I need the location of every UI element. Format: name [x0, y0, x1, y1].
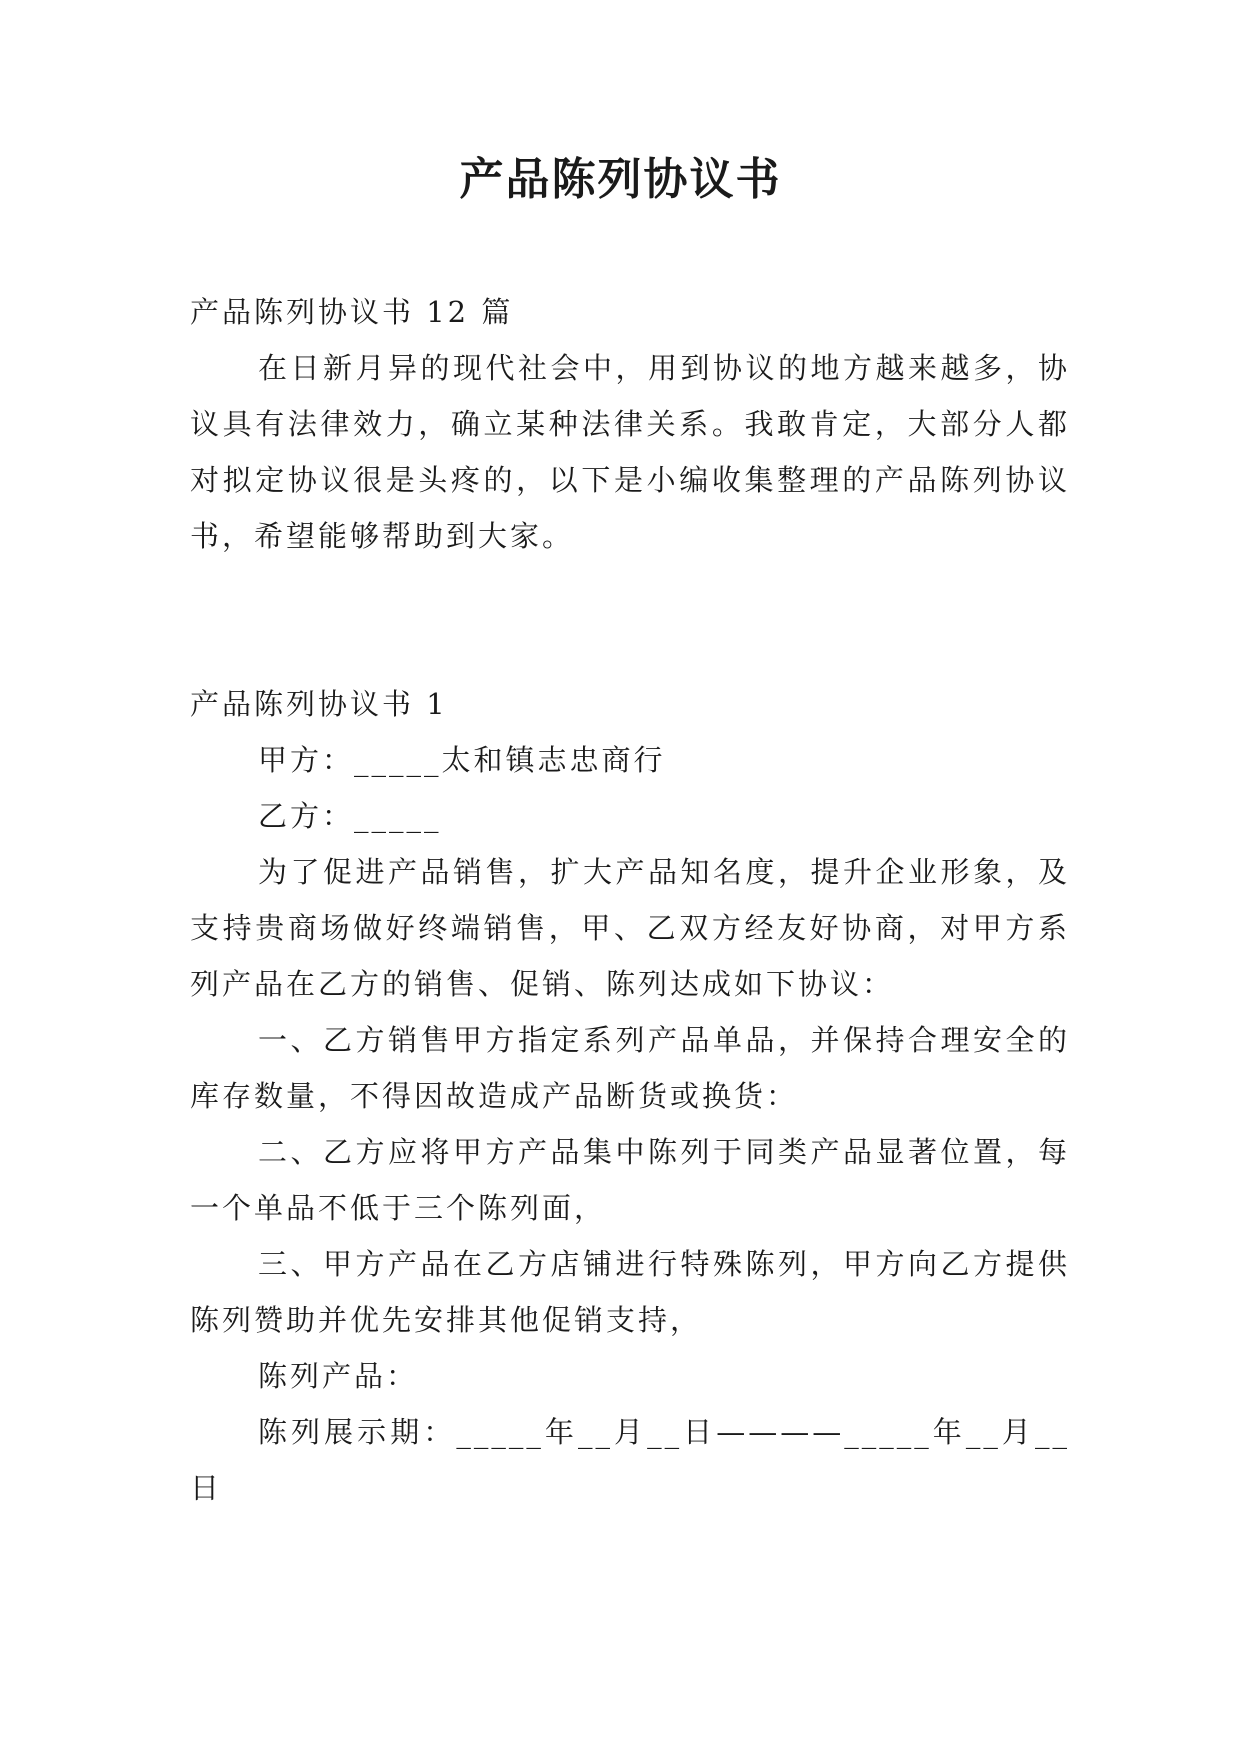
section-title: 产品陈列协议书 1 — [190, 687, 448, 721]
purpose-paragraph: 为了促进产品销售，扩大产品知名度，提升企业形象，及支持贵商场做好终端销售，甲、乙双方经友好协商，对甲方系列产品在乙方的销售、促销、陈列达成如下协议： — [190, 855, 1070, 1001]
clause-1: 一、乙方销售甲方指定系列产品单品，并保持合理安全的库存数量，不得因故造成产品断货或换货： — [190, 1023, 1070, 1113]
display-products-line: 陈列产品： — [258, 1359, 419, 1393]
clause-2: 二、乙方应将甲方产品集中陈列于同类产品显著位置，每一个单品不低于三个陈列面， — [190, 1135, 1070, 1225]
document-subtitle: 产品陈列协议书 12 篇 — [190, 295, 514, 329]
document-body — [190, 284, 1070, 1516]
intro-paragraph: 在日新月异的现代社会中，用到协议的地方越来越多，协议具有法律效力，确立某种法律关系。我敢肯定，大部分人都对拟定协议很是头疼的，以下是小编收集整理的产品陈列协议书，希望能够帮助到大家。 — [190, 351, 1070, 553]
section-spacer — [190, 564, 1070, 676]
party-a-line: 甲方：_____太和镇志忠商行 — [258, 743, 666, 777]
document-title: 产品陈列协议书 — [459, 154, 782, 205]
clause-3: 三、甲方产品在乙方店铺进行特殊陈列，甲方向乙方提供陈列赞助并优先安排其他促销支持， — [190, 1247, 1070, 1337]
party-b-line: 乙方：_____ — [258, 799, 442, 833]
display-period-line: 陈列展示期：_____年__月__日————_____年__月__日 — [190, 1415, 1070, 1505]
